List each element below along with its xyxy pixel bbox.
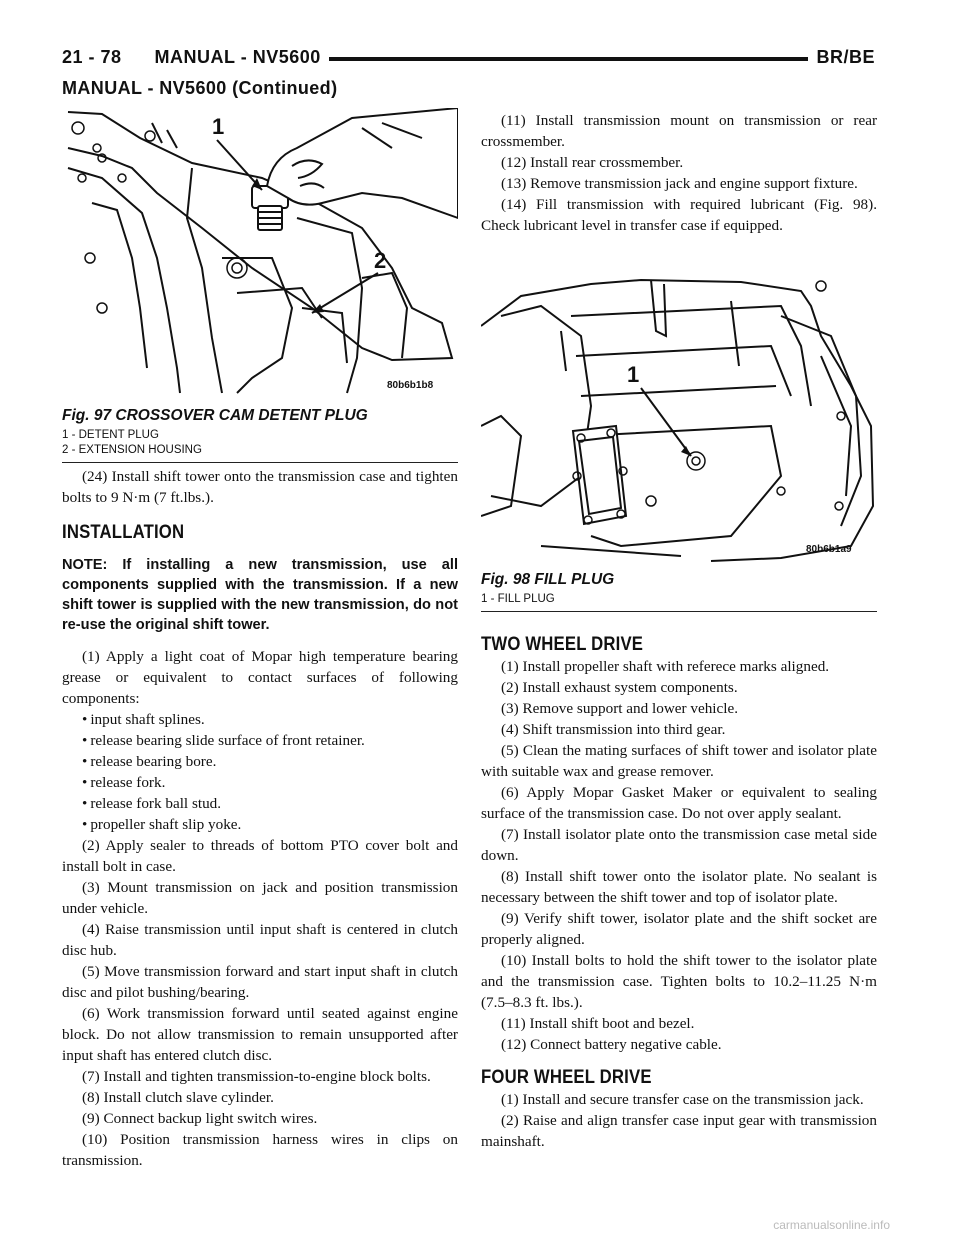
component-item: • release fork. xyxy=(82,772,458,793)
install-step: (7) Install and tighten transmission-to-engine block bolts. xyxy=(82,1068,431,1085)
fig97-callout-2: 2 xyxy=(374,248,387,273)
component-item: • propeller shaft slip yoke. xyxy=(82,814,458,835)
component-item: • release bearing bore. xyxy=(82,751,458,772)
header-left: 21 - 78 MANUAL - NV5600 xyxy=(62,47,329,68)
four-wheel-drive-heading: FOUR WHEEL DRIVE xyxy=(481,1067,652,1088)
twd-step: (12) Connect battery negative cable. xyxy=(501,1036,722,1053)
header-right: BR/BE xyxy=(808,47,875,68)
continued-title: MANUAL - NV5600 (Continued) xyxy=(62,78,338,98)
install-step: (5) Move transmission forward and start input shaft in clutch disc and pilot bushing/bearing. xyxy=(62,963,458,1001)
twd-step: (4) Shift transmission into third gear. xyxy=(501,721,726,738)
fig98-illustration xyxy=(481,276,877,562)
fwd-step: (1) Install and secure transfer case on the transmission jack. xyxy=(501,1091,864,1108)
install-step: (3) Mount transmission on jack and position transmission under vehicle. xyxy=(62,879,458,917)
install-step: (8) Install clutch slave cylinder. xyxy=(82,1089,274,1106)
install-step-1: (1) Apply a light coat of Mopar high temperature bearing grease or equivalent to contact surfaces of following components: xyxy=(62,648,458,707)
fig98-callout-1: 1 xyxy=(627,362,640,387)
fig98-legend-1: 1 - FILL PLUG xyxy=(481,593,555,605)
page-header xyxy=(62,40,875,74)
component-item: • input shaft splines. xyxy=(82,709,458,730)
twd-step: (6) Apply Mopar Gasket Maker or equivalent to sealing surface of the transmission case. Do not over apply sealant. xyxy=(481,784,877,822)
install-step: (13) Remove transmission jack and engine support fixture. xyxy=(501,175,858,192)
fig97-caption: Fig. 97 CROSSOVER CAM DETENT PLUG xyxy=(62,407,368,424)
fwd-step: (2) Raise and align transfer case input gear with transmission mainshaft. xyxy=(481,1112,877,1150)
right-column-top xyxy=(481,110,877,236)
twd-step: (8) Install shift tower onto the isolator plate. No sealant is necessary between the shift tower and top of isolator plate. xyxy=(481,868,877,906)
component-item: • release fork ball stud. xyxy=(82,793,458,814)
install-step: (12) Install rear crossmember. xyxy=(501,154,684,171)
component-item: • release bearing slide surface of front retainer. xyxy=(82,730,458,751)
install-step: (11) Install transmission mount on transmission or rear crossmember. xyxy=(481,112,877,150)
footer-watermark: carmanualsonline.info xyxy=(773,1218,890,1232)
install-step: (6) Work transmission forward until seated against engine block. Do not allow transmission to remain unsupported after input shaft has entered clutch disc. xyxy=(62,1005,458,1064)
fig97-illustration xyxy=(62,108,458,398)
fig98-image-code: 80b6b1a9 xyxy=(806,544,852,555)
fig97-image-code: 80b6b1b8 xyxy=(387,380,434,391)
install-step: (10) Position transmission harness wires in clips on transmission. xyxy=(62,1131,458,1169)
fig98-caption: Fig. 98 FILL PLUG xyxy=(481,571,615,588)
figure-98 xyxy=(481,276,877,612)
twd-step: (3) Remove support and lower vehicle. xyxy=(501,700,739,717)
twd-step: (7) Install isolator plate onto the transmission case metal side down. xyxy=(481,826,877,864)
twd-step: (10) Install bolts to hold the shift tower to the isolator plate and the transmission case. Tighten bolts to 10.2–11.25 N·m (7.5–8.3 ft. lbs.). xyxy=(481,952,877,1011)
fig97-legend-1: 1 - DETENT PLUG xyxy=(62,429,159,441)
fig97-legend-2: 2 - EXTENSION HOUSING xyxy=(62,444,202,456)
fig98-rule xyxy=(481,611,877,612)
installation-heading: INSTALLATION xyxy=(62,522,185,543)
step-24: (24) Install shift tower onto the transmission case and tighten bolts to 9 N·m (7 ft.lbs.). xyxy=(62,468,458,506)
twd-step: (9) Verify shift tower, isolator plate and the shift socket are properly aligned. xyxy=(481,910,877,948)
left-column xyxy=(62,466,458,1171)
two-wheel-drive-heading: TWO WHEEL DRIVE xyxy=(481,634,644,655)
twd-step: (1) Install propeller shaft with referece marks aligned. xyxy=(501,658,830,675)
install-step: (9) Connect backup light switch wires. xyxy=(82,1110,318,1127)
right-column-bottom xyxy=(481,634,877,1152)
twd-step: (2) Install exhaust system components. xyxy=(501,679,738,696)
fig97-callout-1: 1 xyxy=(212,114,225,139)
figure-97 xyxy=(62,108,458,463)
installation-note: NOTE: If installing a new transmission, use all components supplied with the transmission. If a new shift tower is supplied with the new transmission, do not re-use the original shift tower. xyxy=(62,557,458,633)
twd-step: (11) Install shift boot and bezel. xyxy=(501,1015,695,1032)
install-step: (14) Fill transmission with required lubricant (Fig. 98). Check lubricant level in transfer case if equipped. xyxy=(481,196,877,234)
install-step: (2) Apply sealer to threads of bottom PTO cover bolt and install bolt in case. xyxy=(62,837,458,875)
component-list xyxy=(62,709,458,835)
install-step: (4) Raise transmission until input shaft is centered in clutch disc hub. xyxy=(62,921,458,959)
twd-step: (5) Clean the mating surfaces of shift tower and isolator plate with suitable wax and grease remover. xyxy=(481,742,877,780)
fig97-rule xyxy=(62,462,458,463)
